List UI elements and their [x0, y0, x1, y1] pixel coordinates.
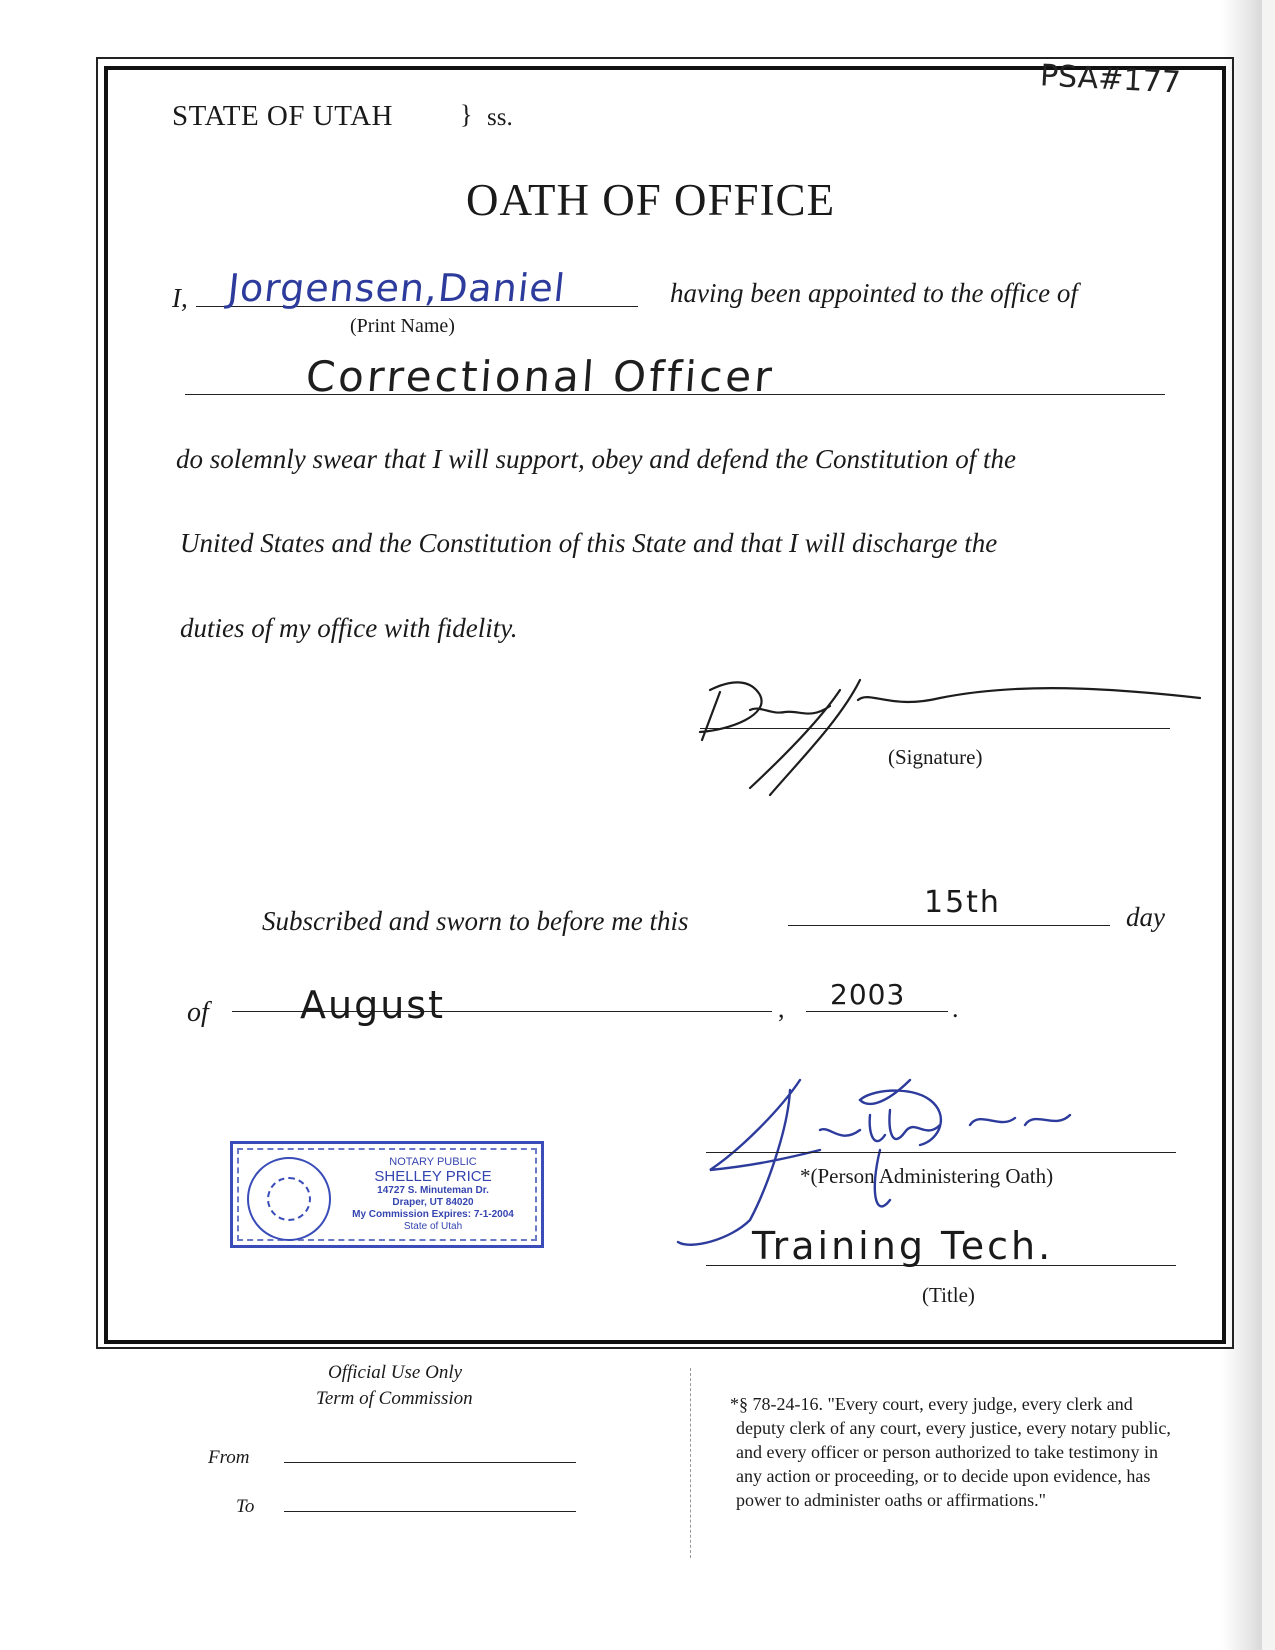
official-use-heading: Official Use Only	[328, 1362, 463, 1383]
stamp-text	[333, 1156, 533, 1233]
i-prefix: I,	[172, 283, 188, 313]
term-heading: Term of Commission	[316, 1388, 473, 1409]
title-label: (Title)	[922, 1283, 975, 1307]
page-title: OATH OF OFFICE	[466, 175, 836, 225]
footnote-line-2: deputy clerk of any court, every justice, every notary public,	[736, 1418, 1171, 1438]
brace: }	[460, 100, 473, 129]
footnote-line-1: *§ 78-24-16. "Every court, every judge, every clerk and	[730, 1394, 1133, 1414]
stamp-line-6: State of Utah	[403, 1221, 463, 1232]
comma: ,	[778, 994, 785, 1023]
office-handwritten: Correctional Officer	[304, 352, 777, 401]
of-label: of	[187, 997, 209, 1028]
stamp-line-5: My Commission Expires: 7-1-2004	[352, 1209, 514, 1220]
state-header: STATE OF UTAH	[172, 100, 393, 132]
footnote-line-3: and every officer or person authorized to take testimony in	[736, 1442, 1159, 1462]
name-handwritten: Jorgensen,Daniel	[225, 266, 568, 310]
to-label: To	[236, 1496, 255, 1517]
administrator-label: *(Person Administering Oath)	[800, 1164, 1054, 1188]
from-label: From	[208, 1447, 250, 1468]
oath-line-3: duties of my office with fidelity.	[180, 613, 518, 643]
stamp-line-4: Draper, UT 84020	[392, 1197, 474, 1208]
footnote-line-5: power to administer oaths or affirmations."	[736, 1490, 1046, 1510]
signature-scribble	[690, 670, 1210, 800]
notary-stamp	[230, 1141, 544, 1248]
signature-label: (Signature)	[888, 745, 983, 769]
stamp-line-3: 14727 S. Minuteman Dr.	[377, 1185, 489, 1196]
print-name-label: (Print Name)	[350, 315, 455, 337]
year-handwritten: 2003	[830, 978, 906, 1011]
day-handwritten: 15th	[924, 885, 1001, 920]
ss-label: ss.	[487, 104, 513, 131]
period: .	[952, 994, 959, 1023]
stamp-line-2: SHELLEY PRICE	[374, 1168, 492, 1185]
appointed-text: having been appointed to the office of	[670, 278, 1078, 308]
oath-line-2: United States and the Constitution of this State and that I will discharge the	[180, 528, 998, 558]
day-line	[788, 925, 1110, 926]
footnote-line-4: any action or proceeding, or to decide upon evidence, has	[736, 1466, 1151, 1486]
document-marker: PSA#177	[1039, 58, 1182, 101]
to-line	[284, 1511, 576, 1512]
oath-line-1: do solemnly swear that I will support, obey and defend the Constitution of the	[176, 444, 1016, 474]
section-divider	[690, 1368, 691, 1558]
month-handwritten: August	[300, 983, 445, 1027]
day-label: day	[1126, 902, 1165, 932]
year-line	[806, 1011, 948, 1012]
administrator-line	[706, 1152, 1176, 1153]
subscribed-text: Subscribed and sworn to before me this	[262, 906, 689, 936]
from-line	[284, 1462, 576, 1463]
stamp-line-1: NOTARY PUBLIC	[389, 1156, 477, 1168]
state-seal-icon	[247, 1157, 331, 1241]
title-handwritten: Training Tech.	[752, 1224, 1054, 1268]
